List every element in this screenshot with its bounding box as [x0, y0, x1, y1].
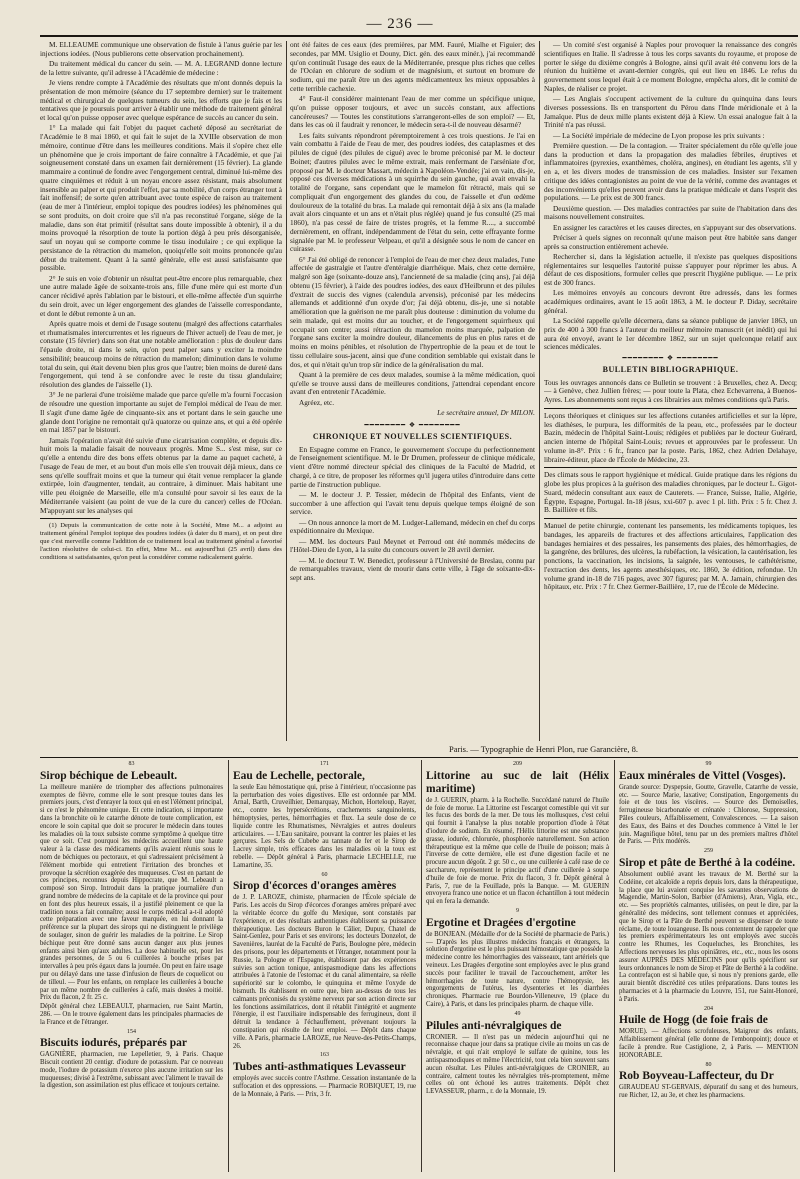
signature: Le secrétaire annuel, Dr MILON.	[437, 408, 535, 418]
ad-number: 163	[320, 1052, 329, 1059]
ad-body: GAGNIÈRE, pharmacien, rue Lepelletier, 9, à Paris. Chaque Biscuit contient 20 centigr. d'iodure de potassium. Par ce nouveau mode, l'iodure de potassium n'exerce plus aucune irritation sur les muqueuses; divisé à l'extrême, subissant avec l'aliment le travail de la digestion, son assimilation est plus efficace et toujours certaine.	[40, 1051, 223, 1090]
ornament-divider: ━━━━━━━━ ❖ ━━━━━━━━	[622, 354, 719, 362]
ad-column-2	[233, 760, 416, 1172]
paragraph: M. ELLEAUME communique une observation de fistule à l'anus guérie par les injections iodées. (Nous publierons cette observation prochainement).	[40, 41, 282, 58]
divider	[544, 467, 797, 468]
news-item: — M. le docteur J. P. Tessier, médecin de l'hôpital des Enfants, vient de succomber à une affection qui l'avait tenu depuis quelque temps éloigné de son service.	[290, 489, 535, 517]
news-item: — M. le docteur T. W. Benedict, professeur à l'Université de Breslau, connu par de remarquables travaux, vient de mourir dans cette ville, à l'âge de soixante-dix-sept ans.	[290, 555, 535, 582]
ad-ergotine	[426, 908, 609, 1009]
bulletin-intro: Tous les ouvrages annoncés dans ce Bulletin se trouvent : à Bruxelles, chez A. Decq; — à Genève, chez Jullien frères; — pour toute la Plata, chez Echevarrena, à Buenos-Ayres. Les abonnements sont reçus à ces librairies aux mêmes conditions qu'à Paris.	[544, 377, 797, 404]
column-3	[544, 41, 797, 741]
ad-eaux-vittel	[619, 761, 798, 846]
ad-title: Tubes anti-asthmatiques Levasseur	[233, 1061, 406, 1074]
paragraph: Les faits suivants répondront péremptoirement à ces trois questions. Je l'ai en vain combattu à l'aide de l'eau de mer, des poudres iodées, des cataplasmes et des pilules de cigué (des pilules de cigué) avec le brome préconisé par M. le docteur Boinet; d'autres pilules avec le même extrait, mais renfermant de l'arséniate d'or, proposé par M. le docteur Massart, médecin à Napoléon-Vendée; j'ai en vain, dis-je, opposé ces diverses médications à un squirrhe du sein gauche, qui avait envahi la totalité de l'organe, sans cependant que le mamelon fût rétracté, mais qui se compliquait d'un engorgement des glandes du cou, de l'aisselle et d'un œdème douloureux de la totalité du bras. La malade qui remontait déjà à six ans (la malade avait alors cinquante et un ans et n'était plus réglée) quand je fus consulté (25 mai 1860), n'a pas cessé de faire de tristes progrès, et la femme R...., a succombé dernièrement, en offrant, indépendamment de l'état du sein, cette effrayante forme signalée par M. le professeur Velpeau, et qu'il a désignée sous le nom de cancer en cuirasse.	[290, 130, 535, 254]
paragraph: 2° Je suis en voie d'obtenir un résultat peut-être encore plus remarquable, chez une autre malade âgée de soixante-trois ans, fille d'une mère qui est morte d'un cancer récidivé après l'ablation par le bistouri, et elle-même affectée d'un squirrhe du sein droit, avec un léger engorgement des glandes de l'aisselle correspondante, et dont le début remonte à un an.	[40, 273, 282, 318]
ad-body: Grande source: Dyspepsie, Goutte, Gravelle, Catarrhe de vessie, etc. — Source Marie, laxative; Constipation, Engorgements du foie et de tous les viscères. — Source des Demoiselles, ferrugineuse bicarbonatée et crénatée : Chlorose, Suppression, Pâles couleurs, Affaiblissement, Convalescences. — La saison des Eaux, des Bains et des Douches commence à Vittel le 1er juin. Magnifique hôtel, tenu par un des premiers maîtres d'hôtel de Paris. — Prix modérés.	[619, 783, 798, 846]
paragraph: 1° La malade qui fait l'objet du paquet cacheté déposé au secrétariat de l'Académie le 8 mai 1860, et qui fait le sujet de la XVIIIe observation de mon mémoire, continue d'être dans les meilleures conditions. Mais il s'opère chez elle un phénomène que je crois important de faire connaître à l'Académie, et que j'ai soigneusement constaté dans un examen fait dernièrement (15 février). La glande mammaire a continué de fondre avec l'engorgement central, diminué lui-même des quatre cinquièmes et réduit à un noyau encore assez résistant, mais absolument insensible au palper et qui produit l'effet, par sa mobilité, d'un corps étranger tout à fait inoffensif; de sorte qu'en attribuant avec toute espèce de raison au traitement (eau de mer à l'intérieur, emploi topique des poudres iodées) les phénomènes qui se sont produits, on doit croire que s'il n'a pas reconstitué l'organe, siége de la maladie, dans son état primitif (résultat sans doute impossible à obtenir), il a du moins provoqué la résorption de toute la portion dégà à peu près désorganisée, sauf un noyau qui se comporte comme le tissu inodulaire ; ce qui explique la persistance de la rétraction du mamelon, quoiqu'elle soit moins prononcée qu'au début du traitement. Quant à la santé générale, elle est aussi satisfaisante que possible.	[40, 123, 282, 273]
footnote: (1) Depuis la communication de cette note à la Société, Mme M... a adjoint au traitement général l'emploi topique des poudres iodées (à dater du 8 mars), et on peut dire que c'est merveille comme l'addition de ce traitement local au traitement général a favorisé l'action résolutive de celui-ci. En effet, Mme M... est aujourd'hui (25 avril) dans des conditions si satisfaisantes, qu'on peut la considérer comme radicalement guérie.	[40, 522, 282, 562]
advertisements	[40, 760, 798, 1172]
ad-depot: Dépôt général chez LEBEAULT, pharmacien, rue Saint Martin, 286. — On le trouve également dans les principales pharmacies de la France et de l'étranger.	[40, 1003, 223, 1026]
ad-number: 204	[704, 1005, 713, 1012]
ornament-divider: ━━━━━━━━ ❖ ━━━━━━━━	[364, 421, 461, 429]
ad-body: de J. P. LAROZE, chimiste, pharmacien de l'École spéciale de Paris. Les accès du Sirop d'écorces d'oranges amères préparé avec la véritable écorce du golfe du Mexique, sont constatés par l'expérience, et des résultats authentiques établissent sa puissance thérapeutique. Les docteurs Buron le Câlier, Dupuy, Chatel de Saint-Genlez, pour Paris et ses environs; les docteurs Donzelot, de Savenières, lauréat de la Faculté de Paris, Boulogne père, médecin des prisons, pour les départements et l'étranger, notamment pour la Russie, la Pologne et l'Espagne, établissent par des expériences suivies son action tonique, antispasmodique dans les affections attribuées à l'atonie de l'estomac et du canal alimentaire, sa réelle supériorité sur le colombo, le quinquina et même l'oxyde de bismuth. Ils établissent en outre que, bien au-dessus de tous les calmants préconisés du système nerveux par son action directe sur les fonctions assimilatrices, dont il rétablit l'intégrité et augmente l'énergie, il est l'auxiliaire indispensable des ferrugineux, dont il détruit la tendance à l'échauffement, prévenant toujours la constipation qui résulte de leur emploi. — Dépôt dans chaque ville. A Paris, pharmacie LAROZE, rue Neuve-des-Petits-Champs, 26.	[233, 894, 416, 1050]
ad-body: employés avec succès contre l'Asthme. Cessation instantanée de la suffocation et des oppressions. — Pharmacie ROBIQUET, 19, rue de la Monnaie, à Paris. — Prix, 3 fr.	[233, 1075, 416, 1098]
news-item: — On nous annonce la mort de M. Ludger-Lallemand, médecin en chef du corps expéditionnaire du Mexique.	[290, 517, 535, 536]
ad-number: 83	[128, 761, 135, 767]
ad-tubes-levasseur	[233, 1052, 416, 1098]
paragraph: Quant à la première de ces deux malades, soumise à la même médication, quoi qu'elle se trouve aussi dans de meilleures conditions, j'attendrai cependant encore avant d'en entretenir l'Académie.	[290, 369, 535, 397]
news-item: — Un comité s'est organisé à Naples pour provoquer la renaissance des congrès scientifiques en Italie. Il s'adresse à tous les corps savants du royaume, et propose de porter le siége du dixième congrès à Bologne, ainsi qu'il avait été convenu lors de la réunion du huitième et avant-dernier congrès, qui eut lieu en 1846. Le refus du gouvernement sous lequel était à ce moment Bologne, empêcha alors, dit le comité de Naples, de réaliser ce projet.	[544, 41, 797, 93]
ad-title: Pilules anti-névralgiques de	[426, 1019, 562, 1032]
ad-number: 80	[705, 1061, 712, 1068]
column-1	[40, 41, 282, 741]
news-item: Les mémoires envoyés au concours devront être adressés, dans les formes académiques ordinaires, avant le 15 août 1863, à M. le docteur P. Diday, secrétaire général.	[544, 288, 797, 315]
header-rule	[40, 35, 798, 37]
ad-sirop-oranges	[233, 872, 416, 1051]
ad-body: de BONJEAN. (Médaille d'or de la Société de pharmacie de Paris.) — D'après les plus illustres médecins français et étrangers, la solution d'ergotine est le plus puissant hémostatique que possède la médecine contre les hémorrhagies des vaisseaux, tant artériels que veineux. Les Dragées d'ergotine sont employées avec le plus grand succès pour faciliter le travail de l'accouchement, arrêter les hémorrhagies de toute nature, contre l'hémoptysie, les engorgements de l'utérus, les dysenteries et les diarrhées chroniques. Pharmacie rue Bourdon-Villeneuve, 19 (place du Caire), à Paris, et dans les principales pharm. de chaque ville.	[426, 930, 609, 1008]
paragraph: 4° Faut-il considérer maintenant l'eau de mer comme un spécifique unique, qu'on puisse opposer toujours, et avec un succès constant, aux affections cancéreuses? — Toutes les constitutions s'arrangeront-elles de son emploi? — Et, dans les cas où il faudrait y renoncer, le médecin sera-t-il de nouveau désarmé?	[290, 94, 535, 130]
ad-pilules-cronier	[426, 1011, 609, 1096]
ad-number: 171	[320, 761, 329, 767]
footnote-rule	[40, 518, 100, 519]
ad-title: Sirop béchique de Lebeault.	[40, 769, 178, 782]
ad-title: Eaux minérales de Vittel (Vosges).	[619, 769, 786, 782]
ad-body: MORUE). — Affections scrofuleuses, Maigreur des enfants, Affaiblissement général (elle donne de l'embonpoint); douce et facile à prendre. Rue Castiglione, 2, à Paris. — MENTION HONORABLE.	[619, 1028, 798, 1059]
ad-number: 60	[321, 871, 328, 878]
ad-body: la seule Eau hémostatique qui, prise à l'intérieur, n'occasionne pas la perturbation des voies digestives. Elle est ordonnée par MM. Arnal, Barth, Cruveilhier, Demarquay, Michon, Horteloup, Rayer, etc., contre les hypersécrétions, crachements sanguinolents, hémoptysies, pertes, hémorrhagies et flux. La seule dose de ce liquide contre les Rhumatismes, Névralgies et autres douleurs articulaires. — L'Eau sanitaire, pouvant la contrer les plaies et les gerçures. Les Sels de Cubebe au tannate de fer et le Sirop de Lacrey simple, très efficaces dans les maladies où la toux est rebelle. — Dépôt général à Paris, pharmacie LECHELLE, rue Lamartine, 35.	[233, 783, 416, 869]
news-item: Préciser à quels signes on reconnaît qu'une maison peut être habitée sans danger après sa construction entièrement achevée.	[544, 232, 797, 251]
ad-eau-lechelle	[233, 761, 416, 870]
news-item: — MM. les docteurs Paul Meynet et Perroud ont été nommés médecins de l'Hôtel-Dieu de Lyon, à la suite du concours ouvert le 28 avril dernier.	[290, 536, 535, 555]
book-notice: Leçons théoriques et cliniques sur les affections cutanées artificielles et sur la lèpre, les diathèses, le purpura, les difformités de la peau, etc., professées par le docteur Bazin, médecin de l'hôpital Saint-Louis; rédigées et publiées par le docteur Guérard, ancien interne de l'hôpital Saint-Louis; revues et approuvées par le professeur. Un volume in-8°. Prix : 6 fr., franco par la poste. Paris, 1862, chez Adrien Delahaye, libraire-éditeur, place de l'École de Médecine, 23.	[544, 410, 797, 464]
ad-body: CRONIER. — Il n'est pas un médecin aujourd'hui qui ne reconnaisse chaque jour dans sa pratique civile au moins un cas de névralgie, et qui n'ait employé le sulfate de quinine, tous les antispasmodiques et même l'électricité, tout cela bien souvent sans aucun résultat. Les Pilules anti-névralgiques de CRONIER, au contraire, calment toutes les névralgies très-promptement, même celles où ont échoué les autres traitements. Dépôt chez LEVASSEUR, pharm., r. de la Monnaie, 19.	[426, 1033, 609, 1096]
ad-title: Eau de Lechelle, pectorale,	[233, 769, 365, 782]
ad-number: 259	[704, 848, 713, 855]
ad-sirop-lebeault	[40, 761, 223, 1027]
divider	[544, 518, 797, 519]
ad-title: Huile de Hogg (de foie frais de	[619, 1014, 768, 1027]
news-item: — Les Anglais s'occupent activement de la culture du quinquina dans leurs diverses possessions. Ils en transportent du Pérou dans l'Inde méridionale et à la Jamaïque. Plus de deux mille plants existent déjà à Kiew. Un essai analogue fait à la Trinité n'a pas réussi.	[544, 94, 797, 130]
section-title-bulletin: BULLETIN BIBLIOGRAPHIQUE.	[602, 364, 739, 374]
book-notice: Des climats sous le rapport hygiénique et médical. Guide pratique dans les régions du globe les plus propices à la guérison des maladies chroniques, par le docteur L. Gigot-Suard, médecin consultant aux eaux de Cauterets. — France, Suisse, Italie, Algérie, Égypte, Espagne, Portugal. In-18 jésus, xxi-607 p. avec 1 pl. lith. Prix : 5 fr. Chez J. B. Baillière et fils.	[544, 470, 797, 515]
paragraph: 6° J'ai été obligé de renoncer à l'emploi de l'eau de mer chez deux malades, l'une affectée de gastralgie et l'autre d'entéralgie diarrhéique. Mais, chez cette dernière, malgré son âge (soixante-douze ans), l'ancienneté de sa maladie (cinq ans), j'ai déjà obtenu (15 février), à l'aide des poudres iodées, des eaux d'Heilbrunn et des pilules d'extrait de succis des vignes (calendula arvensis), préconisé par les médecins allemands et additionné d'un oxyde d'or; j'ai déjà obtenu, dis-je, une si notable amélioration que la guérison ne me paraît plus douteuse : diminution du volume du sein malade, qui est moins dur au toucher, et de l'engorgement squirrheux qui occupait son centre; aussi rétraction du mamelon moins marquée, palpation de l'organe sans exciter la moindre douleur, dilancements de plus en plus rares et de moins en moins pénibles, et résolution de l'hypertrophie de la peau et de tout le tissu cellulaire sous-jacent, ainsi que d'une condition semblable qui existait dans le dos, et qui n'était qu'un trop sûr indice de la généralisation du mal.	[290, 254, 535, 369]
divider	[544, 408, 797, 409]
news-item: — La Société impériale de médecine de Lyon propose les prix suivants :	[553, 130, 765, 140]
column-divider	[539, 41, 540, 741]
ad-divider	[614, 760, 615, 1172]
advertisement-rule	[40, 757, 798, 758]
news-item: Rechercher si, dans la législation actuelle, il n'existe pas quelques dispositions réglementaires sur lesquelles l'autorité puisse s'appuyer pour réprimer les abus. A défaut de ces dispositions, formuler celles que prescrit l'hygiène publique. — Le prix est de 300 francs.	[544, 251, 797, 287]
ad-column-1	[40, 760, 223, 1172]
imprint: Paris. — Typographie de Henri Plon, rue Garancière, 8.	[448, 744, 639, 754]
ad-huile-hogg	[619, 1006, 798, 1060]
ad-title: Ergotine et Dragées d'ergotine	[426, 916, 576, 929]
ad-column-3	[426, 760, 609, 1172]
paragraph: Je viens rendre compte à l'Académie des résultats que m'ont donnés depuis la présentation de mon mémoire (séance du 17 septembre dernier) sur le traitement médical et chirurgical de quelques tumeurs du sein, les efforts que je fais et les tentatives que je poursuis pour arriver à établir une méthode de traitement général et local qu'on puisse opposer avec quelque espérance de succès au cancer du sein.	[40, 78, 282, 122]
paragraph: Après quatre mois et demi de l'usage soutenu (malgré des affections catarrhales et rhumatismales intercurrentes et les rigueurs de l'hiver actuel) de l'eau de mer, je constate (15 février) dans son état une notable amélioration : plus de douleur dans l'épaule droite, ni dans le sein, qu'on peut palper sans y exciter la moindre sensibilité; beaucoup moins de rétraction du mamelon; diminution dans le volume total du sein, qui était devenu bien plus gros que l'autre; bien moins de dureté dans l'engorgement, qui tend à se confondre avec le reste du tissu glandulaire; résolution des glandes de l'aisselle (1).	[40, 318, 282, 389]
ad-rob-boyveau	[619, 1062, 798, 1100]
article-heading-paragraph: Du traitement médical du cancer du sein. — M. A. LEGRAND donne lecture de la lettre suivante, qu'il adresse à l'Académie de médecine :	[40, 59, 282, 77]
ad-body: La meilleure manière de triompher des affections pulmonaires exemptes de fièvre, comme elle le sont presque toutes dans les premiers jours, c'est d'enrayer la toux qui en est l'élément principal, si ce n'est le phénomène unique. Et cette indication, si importante dans la bronchite où le catarrhe dénote de toute complication, est encore le soin capital que doit se procurer le médecin dans toutes les maladies où la toux subsiste comme symptôme à quelque titre que ce soit. C'est pourquoi les médecins accueillent une haute valeur à la classe des médicaments qu'ils avaient réunis sous le nom de béchiques ou pectoraux, et qui s'adressaient précisément à l'élément morbide qui entretient l'irritation des bronches et provoque la sécrétion exagérée des muqueuses. C'est en partant de ces principes, reconnus depuis Hippocrate, que M. Lebeault a composé son Sirop. Introduit dans la pratique journalière d'un grand nombre de médecins de la capitale et de la province qui pour en font des plus heureux essais, il a justifié pleinement ce que la tradition nous a fait connaître; aussi le corps médical a-t-il adopté cette préparation avec une faveur marquée, en lui donnant la préférence sur la plupart des sirops qui ne distinguent le privilège de soulager, sinon de guérir les maladies de la poitrine. Le Sirop béchique peut être donné sans aucun danger aux plus jeunes enfants ainsi bien qu'aux adultes. La dose habituelle est, pour les grandes personnes, de 5 ou 6 cuillerées à bouche prises par intervalles à peu près égaux dans la journée. On peut en faire usage pur ou délayé dans une tasse d'infusion de fleurs de coquelicot ou de tilleul. — Pour les enfants, on remplace les cuillerées à bouche par un même nombre de cuillerées à café, mais dosées à moitié. Prix du flacon, 2 fr. 25 c.	[40, 783, 223, 1002]
ad-number: 9	[516, 907, 519, 914]
ad-sirop-berthe	[619, 848, 798, 1003]
ad-number: 209	[513, 761, 522, 767]
news-item: Première question. — De la contagion. — Traiter spécialement du rôle qu'elle joue dans la production et dans la propagation des maladies fébriles, éruptives et inflammatoires (pyrexies, exanthèmes, choléra, angines), en étudiant les agents, s'il y en a, et les divers modes de transmission de ces maladies. Insister sur l'examen critique des idées contagionistes au point de vue de la vérité, comme des avantages et des inconvénients qu'elles peuvent avoir dans la pratique médicale et dans l'esprit des populations. — Le prix est de 300 francs.	[544, 140, 797, 203]
ad-title: Sirop et pâte de Berthé à la codéine.	[619, 856, 796, 869]
page-number: — 236 —	[366, 16, 434, 32]
ad-body: de J. GUERIN, pharm. à la Rochelle. Succédané naturel de l'huile de foie de morue. La Littorine est l'escargot comestible qui vit sur les fucus des bords de la mer. De tous les mollusques, c'est celui qui fournit à l'analyse la plus notable proportion d'iode à l'état d'iodure de sodium. En résumé, l'Hélix littorine est une substance grasse, iodurée, chlorurée, phosphorée naturellement. Son action thérapeutique est la même que celle de l'huile de poisson; mais à l'inverse de cette dernière, elle est d'une digestion facile et ne procure aucun dégoût. 2 gr. 50 c., ou une cuillerée à café rase de ce saccharure, représentent le principe actif d'une cuillerée à soupe d'huile de foie de morue. Prix du flacon, 3 fr. Dépôt général à Paris, 7, rue de la Feuillade, près la Banque. — M. GUERIN envoyera franco une notice et un flacon échantillon à tout médecin qui en fera la demande.	[426, 796, 609, 906]
news-item: En assigner les caractères et les causes directes, en s'appuyant sur des observations.	[553, 222, 797, 232]
ad-divider	[228, 760, 229, 1172]
ad-littorine	[426, 761, 609, 906]
paragraph: ont été faites de ces eaux (des premières, par MM. Fauré, Mialhe et Figuier; des secondes, par MM. Usiglio et Douny, Dict. gén. des eaux minér.), j'ai recommandé qu'on continuât l'usage des eaux de la Méditerranée, presque plus riches que celles de l'Océan en chlorure de sodium et de magnésium, et surtout en bromure de sodium, qui me paraît être un des agents médicamenteux les mieux opposables à cette terrible cachexie.	[290, 41, 535, 93]
ad-divider	[421, 760, 422, 1172]
ad-title: Rob Boyveau-Laffecteur, du Dr	[619, 1070, 774, 1083]
ad-title: Sirop d'écorces d'oranges amères	[233, 880, 397, 893]
ad-number: 154	[127, 1028, 136, 1035]
ad-column-4	[619, 760, 798, 1172]
closing: Agréez, etc.	[299, 397, 335, 407]
column-2	[290, 41, 535, 741]
section-title-chronique: CHRONIQUE ET NOUVELLES SCIENTIFIQUES.	[312, 431, 513, 441]
ad-biscuits-iodures	[40, 1029, 223, 1091]
book-notice: Manuel de petite chirurgie, contenant les pansements, les médicaments topiques, les bandages, les appareils de fractures et des affections articulaires, l'application des bandages herniaires et des pessaires, les pansements des plaies, des hémorrhagies, de la gangrène, des brûlures, des ulcères, la rubéfaction, la vésication, la cautérisation, les ponctions, la vaccination, les incisions, la saignée, les ventouses, le cathétérisme, l'extraction des dents, les agents anesthésiques, etc. 1860, 3e édition, refondue. Un volume grand in-18 de 716 pages, avec 307 figures; par M. A. Jamain, chirurgien des hôpitaux, etc. Prix : 7 fr. Chez Germer-Baillière, 17, rue de l'École de Médecine.	[544, 521, 797, 592]
ad-title: Biscuits iodurés, préparés par	[40, 1037, 187, 1050]
paragraph: Jamais l'opération n'avait été suivie d'une cicatrisation complète, et depuis dix-huit mois la maladie faisait de nouveaux progrès. Mme S... s'est mise, sur ce qu'elle a entendu dire des bons effets obtenus par la dame au paquet cacheté, à l'usage de l'eau de mer, et au bout d'un mois elle s'en trouvait déjà mieux, dans ce sens qu'elle souffrait moins et que la tumeur qui était venue remplacer la glande extirpée, loin d'augmenter, tendait, au contraire, à diminuer. Mais habitant une ville peu éloignée de Marseille, elle m'a consulté pour savoir si les eaux de la Méditerranée vaisient (au point de vue de la cure du cancer) celles de l'Océan. M'appuyant sur les analyses qui	[40, 435, 282, 515]
ad-body: Absolument oublié avant les travaux de M. Berthé sur la Codéine, cet alcaloïde a repris depuis lors, dans la thérapeutique, la place que lui avaient conquise les savantes observations de Magendie, Martin-Solon, Barbier (d'Amiens), Aran, Vigla, etc., etc. — Ses propriétés calmantes, utilisées, on peut le dire, par la généralité des médecins, sont tellement connues et appréciées, que le Sirop et la Pâte de Berthé peuvent se dispenser de toute réclame, de toute louangeuse. Ils nous contentent de rappeler que les premiers expérimentateurs les ont employés avec succès contre les Rhumes, les Coqueluches, les Bronchites, les Affections nerveuses les plus opiniâtres, etc., etc., nous les osons assurer AUPRÈS DES MÉDECINS pour qu'ils spécifient sur leurs ordonnances le nom de Sirop et Pâte de Berthé à la codéine. La contrefaçon est si habile que, si nous n'y prenions garde, elle aurait bientôt discrédité ces utiles préparations. Dans toutes les pharmacies et à la pharmacie du Louvre, 151, rue Saint-Honoré, à Paris.	[619, 870, 798, 1003]
ad-number: 99	[705, 761, 712, 767]
column-divider	[286, 41, 287, 741]
ad-body: GIRAUDEAU ST-GERVAIS, dépuratif du sang et des humeurs, rue Richer, 12, au 3e, et chez les pharmaciens.	[619, 1084, 798, 1100]
paragraph: 3° Je ne parlerai d'une troisième malade que parce qu'elle m'a fourni l'occasion de résoudre une question importante au sujet de l'emploi médical de l'eau de mer. Il s'agit d'une dame âgée de cinquante-six ans et portant dans le sein gauche une glande dont l'origine ne remontait qu'à quatorze ou quinze ans, et qui a été opérée en mai 1857 par le bistouri.	[40, 390, 282, 435]
news-item: En Espagne comme en France, le gouvernement s'occupe du perfectionnement de l'enseignement scientifique. M. le Dr Drumen, professeur de clinique médicale, vient d'être nommé directeur spécial des cliniques de la Faculté de Madrid, et chargé, à ce titre, de proposer les réformes qu'il jugera utiles d'introduire dans cette partie de l'instruction publique.	[290, 444, 535, 489]
ad-title: Littorine au suc de lait (Hélix maritime)	[426, 769, 609, 795]
news-item: La Société rappelle qu'elle décernera, dans sa séance publique de janvier 1863, un prix de 400 à 300 francs à l'auteur du meilleur mémoire manuscrit (et inédit) qui lui aura été envoyé, avant le 1er décembre 1862, sur un sujet quelconque relatif aux sciences médicales.	[544, 316, 797, 352]
news-item: Deuxième question. — Des maladies contractées par suite de l'habitation dans des maisons nouvellement construites.	[544, 203, 797, 222]
ad-number: 49	[514, 1010, 521, 1017]
